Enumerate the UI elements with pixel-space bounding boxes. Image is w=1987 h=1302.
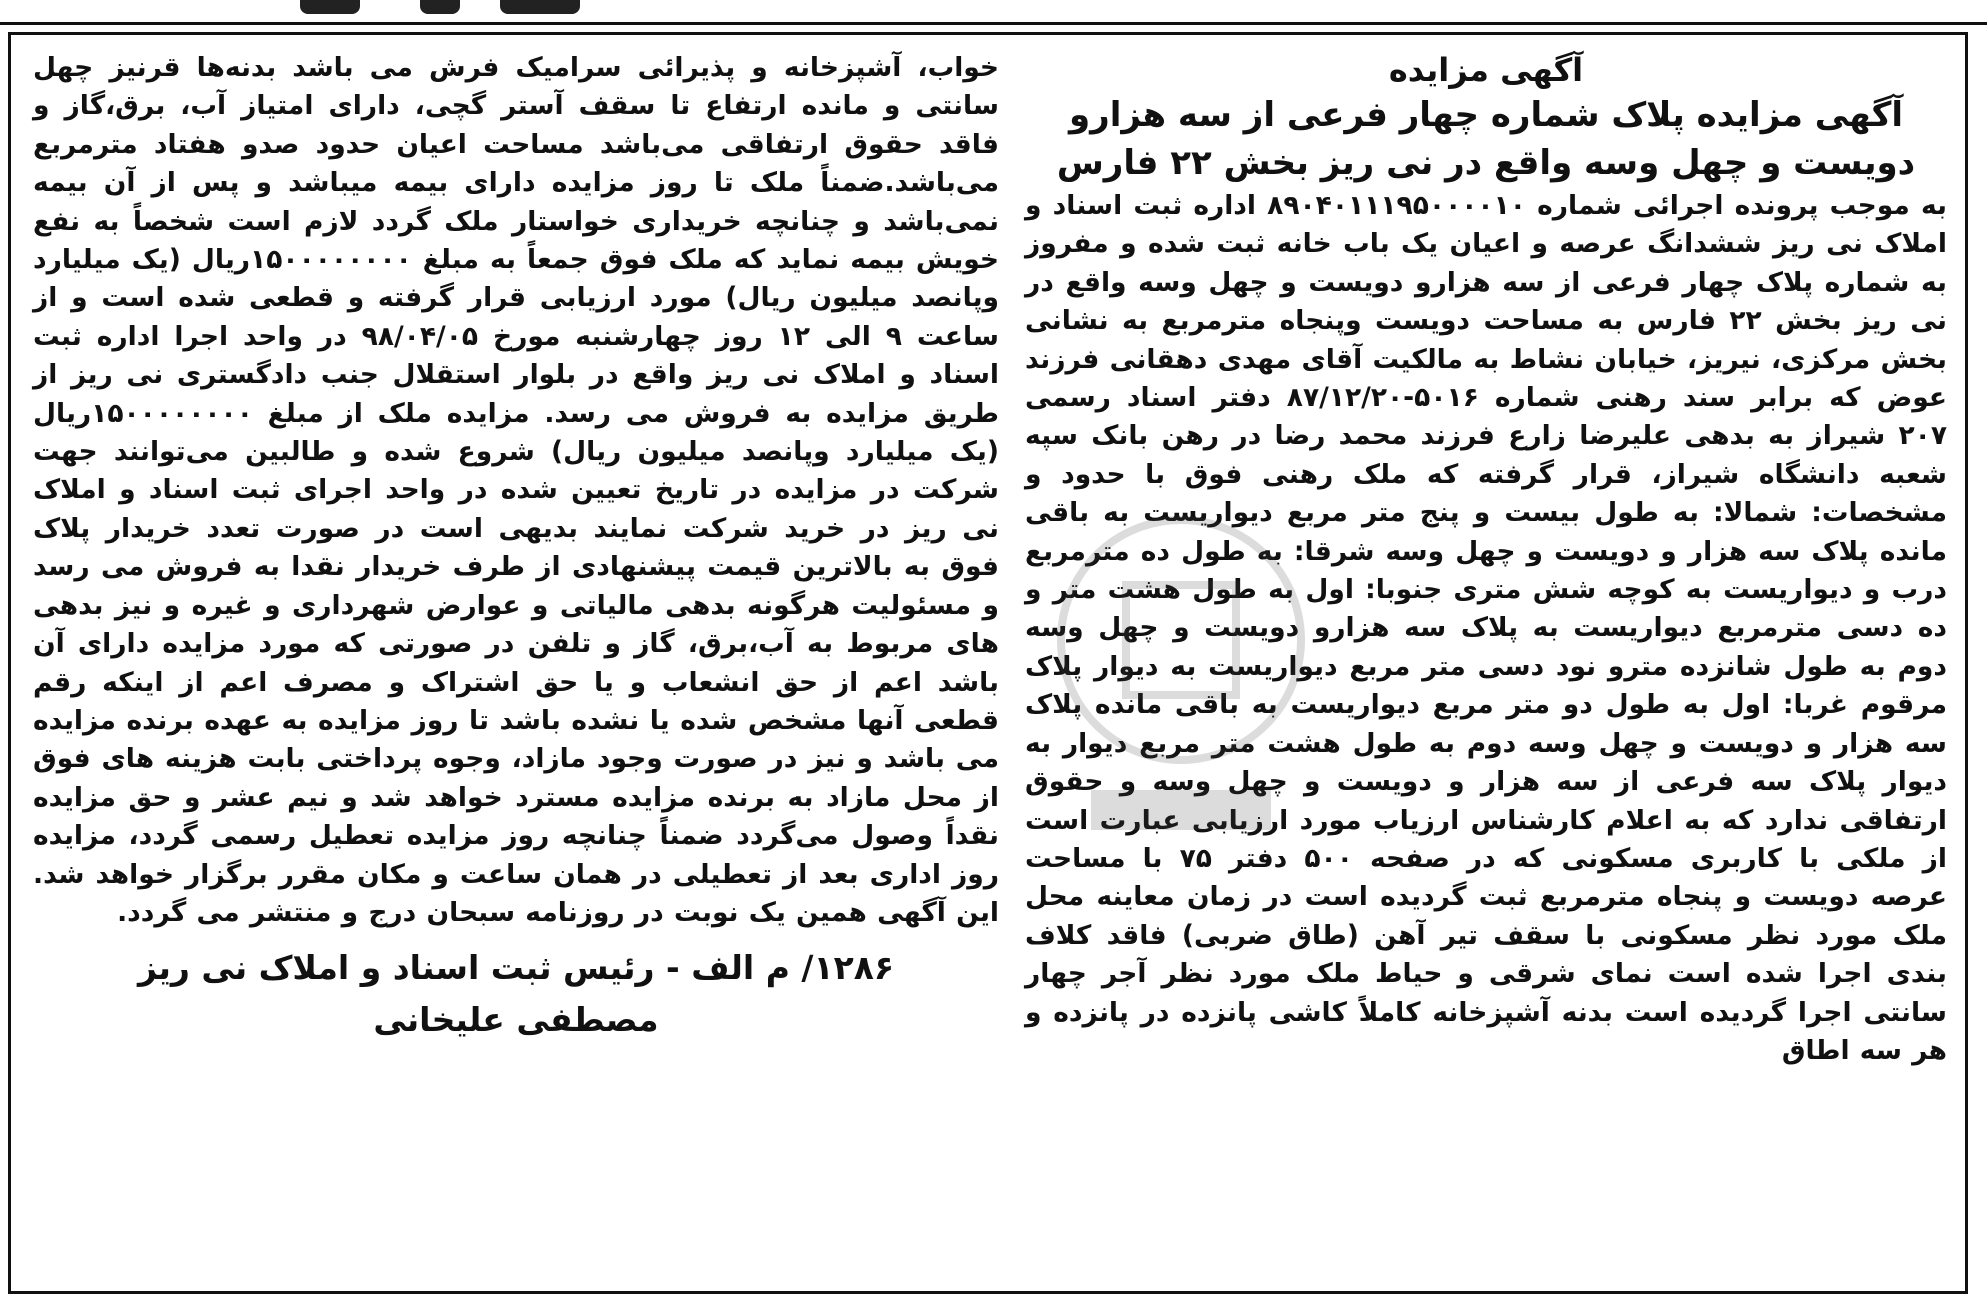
top-edge-mark — [420, 0, 460, 14]
signature-block — [33, 942, 999, 1046]
notice-frame — [8, 32, 1968, 1294]
notice-title: آگهی مزایده — [1388, 51, 1584, 89]
right-column — [1025, 49, 1947, 1070]
signature-name: مصطفی علیخانی — [373, 1000, 659, 1040]
top-edge-mark — [500, 0, 580, 14]
top-edge-strip — [0, 0, 1987, 25]
left-column — [33, 49, 999, 1046]
notice-subtitle: آگهی مزایده پلاک شماره چهار فرعی از سه هزارو دویست و چهل وسه واقع در نی ریز بخش ۲۲ فارس — [1056, 95, 1916, 183]
signature-office: ۱۲۸۶/ م الف - رئیس ثبت اسناد و املاک نی ریز — [137, 948, 895, 988]
notice-body-left: خواب، آشپزخانه و پذیرائی سرامیک فرش می باشد بدنه‌ها قرنیز چهل سانتی و مانده ارتفاع تا سقف آستر گچی، دارای امتیاز آب، برق،گاز و فاقد حقوق ارتفاقی می‌باشد مساحت اعیان حدود صدو هفتاد مترمربع می‌باشد.ضمناً ملک تا روز مزایده دارای بیمه میباشد و پس از آن بیمه نمی‌باشد و چنانچه خریداری خواستار ملک گردد لازم است شخصاً به نفع خویش بیمه نماید که ملک فوق جمعاً به مبلغ ۱۵۰۰۰۰۰۰۰۰ریال (یک میلیارد وپانصد میلیون ریال) مورد ارزیابی قرار گرفته و قطعی شده است و از ساعت ۹ الی ۱۲ روز چهارشنبه مورخ ۹۸/۰۴/۰۵ در واحد اجرا اداره ثبت اسناد و املاک نی ریز واقع در بلوار استقلال جنب دادگستری نی ریز از طریق مزایده به فروش می رسد. مزایده ملک از مبلغ ۱۵۰۰۰۰۰۰۰۰ریال (یک میلیارد وپانصد میلیون ریال) شروع شده و طالبین می‌توانند جهت شرکت در مزایده در تاریخ تعیین شده در واحد اجرای ثبت اسناد و املاک نی ریز در خرید شرکت نمایند بدیهی است در صورت تعدد خریدار پلاک فوق به بالاترین قیمت پیشنهادی از طرف خریدار نقدا به فروش می رسد و مسئولیت هرگونه بدهی مالیاتی و عوارض شهرداری و غیره و نیز بدهی های مربوط به آب،برق، گاز و تلفن در صورتی که مورد مزایده دارای آن باشد اعم از حق انشعاب و یا حق اشتراک و مصرف اعم از اینکه رقم قطعی آنها مشخص شده یا نشده باشد تا روز مزایده به عهده برنده مزایده می باشد و نیز در صورت وجود مازاد، وجوه پرداختی بابت هزینه های فوق از محل مازاد به برنده مزایده مسترد خواهد شد و نیم عشر و حق مزایده نقداً وصول می‌گردد ضمناً چنانچه روز مزایده تعطیل رسمی گردد، مزایده روز اداری بعد از تعطیلی در همان ساعت و مکان مقرر برگزار خواهد شد. این آگهی همین یک نوبت در روزنامه سبحان درج و منتشر می گردد. — [33, 52, 1000, 928]
notice-body-right: به موجب پرونده اجرائی شماره ۸۹۰۴۰۱۱۱۹۵۰۰۰۰۱۰ اداره ثبت اسناد و املاک نی ریز ششدانگ عرصه و اعیان یک باب خانه ثبت شده و مفروز به شماره پلاک چهار فرعی از سه هزارو دویست و چهل وسه واقع در نی ریز بخش ۲۲ فارس به مساحت دویست وپنجاه مترمربع به نشانی بخش مرکزی، نیریز، خیابان نشاط به مالکیت آقای مهدی دهقانی فرزند عوض که برابر سند رهنی شماره ۵۰۱۶-۸۷/۱۲/۲۰ دفتر اسناد رسمی ۲۰۷ شیراز به بدهی علیرضا زارع فرزند محمد رضا در رهن بانک سپه شعبه دانشگاه شیراز، قرار گرفته که ملک رهنی فوق با حدود و مشخصات: شمالا: به طول بیست و پنج متر مربع دیواریست به باقی مانده پلاک سه هزار و دویست و چهل وسه شرقا: به طول ده مترمربع درب و دیواریست به کوچه شش متری جنوبا: اول به طول هشت متر و ده دسی مترمربع دیواریست به پلاک سه هزارو دویست و چهل وسه دوم به طول شانزده مترو نود دسی متر مربع دیواریست به دیوار پلاک مرقوم غربا: اول به طول دو متر مربع دیواریست به باقی مانده پلاک سه هزار و دویست و چهل وسه دوم به طول هشت متر مربع دیوار به دیوار پلاک سه فرعی از سه هزار و دویست و چهل وسه و حقوق ارتفاقی ندارد که به اعلام کارشناس ارزیاب مورد ارزیابی عبارت است از ملکی با کاربری مسکونی که در صفحه ۵۰۰ دفتر ۷۵ با مساحت عرصه دویست و پنجاه مترمربع ثبت گردیده است در زمان معاینه محل ملک مورد نظر مسکونی با سقف تیر آهن (طاق ضربی) فاقد کلاف بندی اجرا شده است نمای شرقی و حیاط ملک مورد نظر آجر چهار سانتی اجرا گردیده است بدنه آشپزخانه کاملاً کاشی پانزده در پانزده و هر سه اطاق — [1025, 190, 1947, 1066]
top-edge-mark — [300, 0, 360, 14]
